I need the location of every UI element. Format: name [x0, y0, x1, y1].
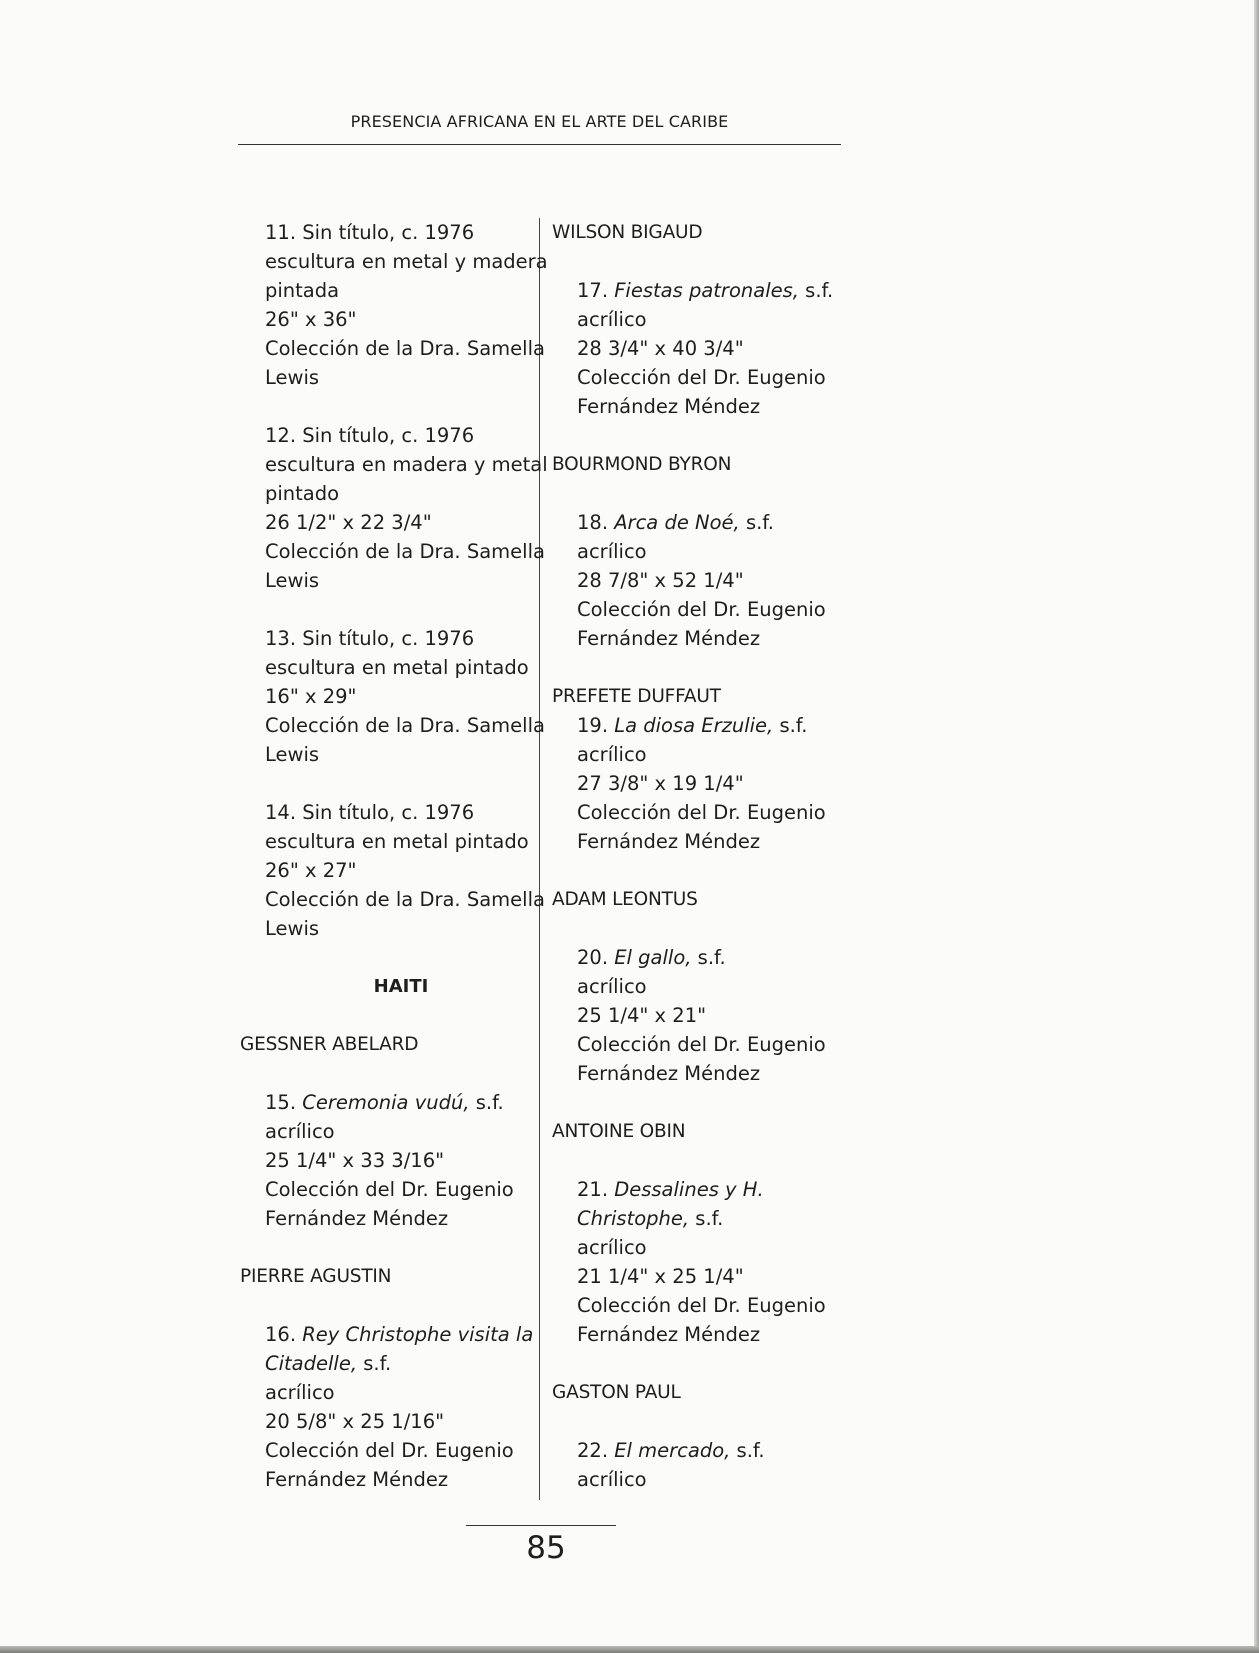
entry-line: 26" x 27"	[265, 859, 357, 882]
catalog-entry	[552, 508, 852, 653]
entry-heading	[577, 1436, 852, 1465]
artist-name: PIERRE AGUSTIN	[240, 1266, 392, 1287]
header-rule	[238, 144, 841, 145]
entry-collection: Colección del Dr. Eugenio	[577, 1294, 826, 1317]
entry-dimensions: 28 3/4" x 40 3/4"	[577, 337, 744, 360]
catalog-entry	[552, 711, 852, 856]
entry-collection: Fernández Méndez	[577, 1323, 761, 1346]
entry-heading	[577, 943, 852, 972]
catalog-entry	[552, 276, 852, 421]
entry-heading: 13. Sin título, c. 1976	[265, 627, 475, 650]
entry-collection: Colección del Dr. Eugenio	[577, 598, 826, 621]
entry-line: Colección de la Dra. Samella	[265, 337, 545, 360]
catalog-entry	[240, 218, 548, 392]
entry-dimensions: 21 1/4" x 25 1/4"	[577, 1265, 744, 1288]
page-edge-bottom	[0, 1646, 1259, 1653]
entry-collection: Colección del Dr. Eugenio	[577, 366, 826, 389]
entry-heading: 11. Sin título, c. 1976	[265, 221, 475, 244]
entry-line: Lewis	[265, 569, 320, 592]
entry-collection: Colección del Dr. Eugenio	[265, 1439, 514, 1462]
entry-dimensions: 25 1/4" x 21"	[577, 1004, 707, 1027]
entry-line: escultura en metal y madera	[265, 250, 548, 273]
entry-collection: Fernández Méndez	[577, 627, 761, 650]
artist-name: PREFETE DUFFAUT	[552, 686, 721, 707]
entry-title: Christophe,	[577, 1207, 690, 1230]
entry-medium: acrílico	[577, 1236, 647, 1259]
entry-heading	[577, 508, 852, 537]
entry-dimensions: 27 3/8" x 19 1/4"	[577, 772, 744, 795]
entry-number: 22.	[577, 1439, 609, 1462]
page-number: 85	[526, 1530, 566, 1566]
entry-medium: acrílico	[577, 743, 647, 766]
entry-line: Lewis	[265, 366, 320, 389]
artist-name: BOURMOND BYRON	[552, 454, 732, 475]
entry-heading: 12. Sin título, c. 1976	[265, 424, 475, 447]
entry-collection: Fernández Méndez	[577, 830, 761, 853]
entry-number: 17.	[577, 279, 609, 302]
entry-collection: Colección del Dr. Eugenio	[577, 801, 826, 824]
entry-line: Colección de la Dra. Samella	[265, 888, 545, 911]
entry-medium: acrílico	[577, 540, 647, 563]
entry-line: escultura en metal pintado	[265, 830, 529, 853]
entry-line: Colección de la Dra. Samella	[265, 714, 545, 737]
entry-heading-cont	[577, 1204, 852, 1233]
entry-title: Ceremonia vudú,	[302, 1091, 470, 1114]
entry-date: s.f.	[695, 1207, 724, 1230]
entry-collection: Fernández Méndez	[577, 1062, 761, 1085]
entry-date: s.f.	[697, 946, 726, 969]
entry-title: Fiestas patronales,	[614, 279, 799, 302]
catalog-entry	[240, 1320, 534, 1494]
entry-line: 26 1/2" x 22 3/4"	[265, 511, 432, 534]
entry-collection: Fernández Méndez	[265, 1207, 449, 1230]
entry-medium: acrílico	[265, 1120, 335, 1143]
right-column	[552, 218, 852, 1494]
entry-number: 18.	[577, 511, 609, 534]
entry-medium: acrílico	[265, 1381, 335, 1404]
catalog-entry	[240, 798, 545, 943]
entry-heading-cont	[265, 1349, 530, 1378]
page-edge-right	[1254, 0, 1259, 1653]
entry-title: Citadelle,	[265, 1352, 358, 1375]
artist-name: ADAM LEONTUS	[552, 889, 698, 910]
entry-line: Colección de la Dra. Samella	[265, 540, 545, 563]
entry-line: pintado	[265, 482, 340, 505]
entry-number: 16.	[265, 1323, 297, 1346]
entry-dimensions: 25 1/4" x 33 3/16"	[265, 1149, 445, 1172]
catalog-entry	[240, 421, 548, 595]
entry-line: escultura en madera y metal	[265, 453, 548, 476]
entry-medium: acrílico	[577, 975, 647, 998]
entry-number: 15.	[265, 1091, 297, 1114]
catalog-entry	[552, 1436, 852, 1494]
entry-dimensions: 28 7/8" x 52 1/4"	[577, 569, 744, 592]
entry-heading	[577, 711, 852, 740]
entry-number: 20.	[577, 946, 609, 969]
entry-date: s.f.	[363, 1352, 392, 1375]
artist-name: GASTON PAUL	[552, 1382, 681, 1403]
country-heading: HAITI	[373, 976, 429, 997]
artist-name: GESSNER ABELARD	[240, 1034, 419, 1055]
entry-line: 26" x 36"	[265, 308, 357, 331]
entry-title: La diosa Erzulie,	[614, 714, 774, 737]
entry-title: Arca de Noé,	[614, 511, 740, 534]
left-column	[240, 218, 548, 1494]
artist-name: ANTOINE OBIN	[552, 1121, 686, 1142]
entry-date: s.f.	[779, 714, 808, 737]
entry-line: escultura en metal pintado	[265, 656, 529, 679]
entry-heading	[265, 1088, 530, 1117]
entry-heading	[577, 1175, 852, 1204]
entry-date: s.f.	[475, 1091, 504, 1114]
artist-name: WILSON BIGAUD	[552, 222, 703, 243]
entry-collection: Colección del Dr. Eugenio	[577, 1033, 826, 1056]
entry-title: El gallo,	[614, 946, 692, 969]
entry-line: Lewis	[265, 743, 320, 766]
entry-title: Rey Christophe visita la	[302, 1323, 534, 1346]
catalog-entry	[240, 624, 545, 769]
entry-line: Lewis	[265, 917, 320, 940]
entry-line: 16" x 29"	[265, 685, 357, 708]
running-head: PRESENCIA AFRICANA EN EL ARTE DEL CARIBE	[350, 112, 729, 131]
entry-collection: Fernández Méndez	[265, 1468, 449, 1491]
entry-dimensions: 20 5/8" x 25 1/16"	[265, 1410, 445, 1433]
entry-heading	[265, 1320, 534, 1349]
entry-medium: acrílico	[577, 308, 647, 331]
entry-heading	[577, 276, 852, 305]
entry-medium: acrílico	[577, 1468, 647, 1491]
entry-date: s.f.	[736, 1439, 765, 1462]
entry-date: s.f.	[805, 279, 834, 302]
catalog-entry	[552, 1175, 852, 1349]
catalog-entry	[240, 1088, 530, 1233]
entry-heading: 14. Sin título, c. 1976	[265, 801, 475, 824]
entry-number: 21.	[577, 1178, 609, 1201]
catalog-entry	[552, 943, 852, 1088]
entry-line: pintada	[265, 279, 340, 302]
entry-date: s.f.	[745, 511, 774, 534]
untitled-entries	[240, 218, 548, 943]
entry-collection: Colección del Dr. Eugenio	[265, 1178, 514, 1201]
column-divider	[539, 218, 540, 1500]
entry-title: Dessalines y H.	[614, 1178, 764, 1201]
entry-number: 19.	[577, 714, 609, 737]
entry-title: El mercado,	[614, 1439, 731, 1462]
footer-rule	[466, 1525, 616, 1526]
entry-collection: Fernández Méndez	[577, 395, 761, 418]
